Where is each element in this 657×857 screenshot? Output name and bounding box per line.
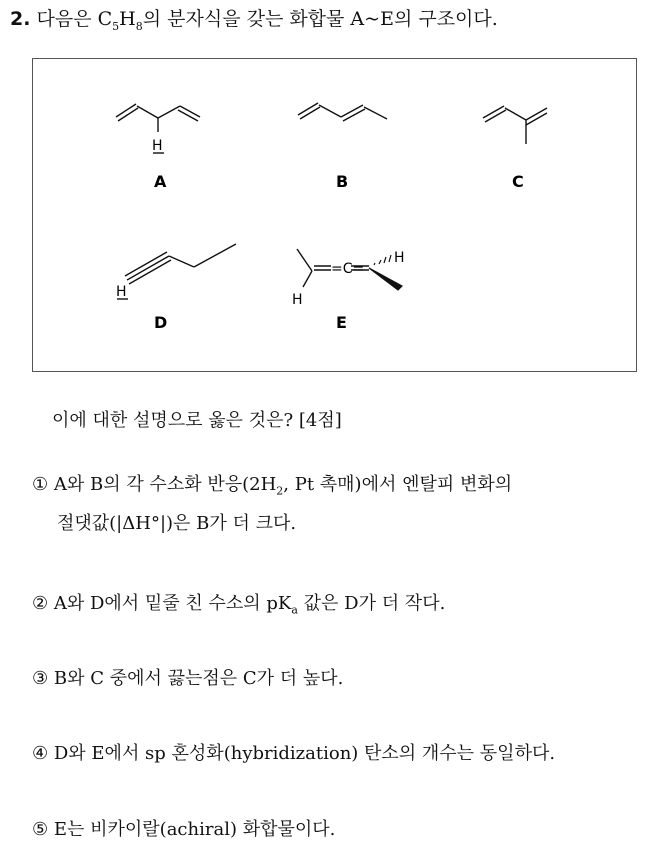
choice-1[interactable] xyxy=(32,470,512,498)
structure-label-b: B xyxy=(336,172,349,191)
question-stem xyxy=(10,4,498,33)
structure-label-c: C xyxy=(512,172,524,191)
choice-text: 값은 D가 더 작다. xyxy=(297,593,446,614)
structure-e-allene: =C= xyxy=(331,261,365,277)
choice-marker: ⑤ xyxy=(32,819,49,840)
stem-text-after: 의 분자식을 갖는 화합물 A~E의 구조이다. xyxy=(142,8,498,30)
choice-text-sub: 2 xyxy=(276,484,284,498)
formula-c-sub: 5 xyxy=(112,19,120,33)
choice-text: E는 비카이랄(achiral) 화합물이다. xyxy=(53,819,336,840)
choice-1-line2: 절댓값(|ΔH°|)은 B가 더 크다. xyxy=(57,513,297,534)
choice-text: , Pt 촉매)에서 엔탈피 변화의 xyxy=(283,474,513,495)
structure-label-d: D xyxy=(154,313,168,332)
choice-2[interactable] xyxy=(32,589,445,617)
question-number: 2. xyxy=(10,8,31,30)
choice-text: A와 D에서 밑줄 친 수소의 pK xyxy=(53,593,292,614)
structure-d-skeleton xyxy=(117,244,236,299)
structure-e-h-atom-left: H xyxy=(292,292,303,308)
stem-text-before: 다음은 xyxy=(36,8,92,30)
formula-h-sub: 8 xyxy=(135,19,143,33)
choice-marker: ② xyxy=(32,593,49,614)
structures-drawing xyxy=(33,59,638,373)
choice-marker: ① xyxy=(32,474,49,495)
choice-marker: ③ xyxy=(32,668,49,689)
structure-b-skeleton xyxy=(298,103,387,121)
question-prompt: 이에 대한 설명으로 옳은 것은? [4점] xyxy=(52,410,342,431)
choice-5[interactable] xyxy=(32,815,335,841)
structure-box xyxy=(32,58,637,372)
choice-text: B와 C 중에서 끓는점은 C가 더 높다. xyxy=(53,668,344,689)
choice-text: A와 B의 각 수소화 반응(2H xyxy=(53,474,277,495)
choice-4[interactable] xyxy=(32,739,555,765)
structure-label-a: A xyxy=(154,172,167,191)
choice-text-sub: a xyxy=(291,603,298,617)
structure-d-h-atom: H xyxy=(116,284,127,300)
structure-c-skeleton xyxy=(483,106,547,144)
molecular-formula xyxy=(97,8,143,33)
structure-e-h-atom-right: H xyxy=(394,250,405,266)
choice-text: D와 E에서 sp 혼성화(hybridization) 탄소의 개수는 동일하다. xyxy=(53,743,556,764)
structure-label-e: E xyxy=(336,313,347,332)
choice-marker: ④ xyxy=(32,743,49,764)
formula-h: H xyxy=(119,8,136,30)
choice-3[interactable] xyxy=(32,664,343,690)
structure-a-h-atom: H xyxy=(152,138,163,154)
formula-c: C xyxy=(97,8,113,30)
